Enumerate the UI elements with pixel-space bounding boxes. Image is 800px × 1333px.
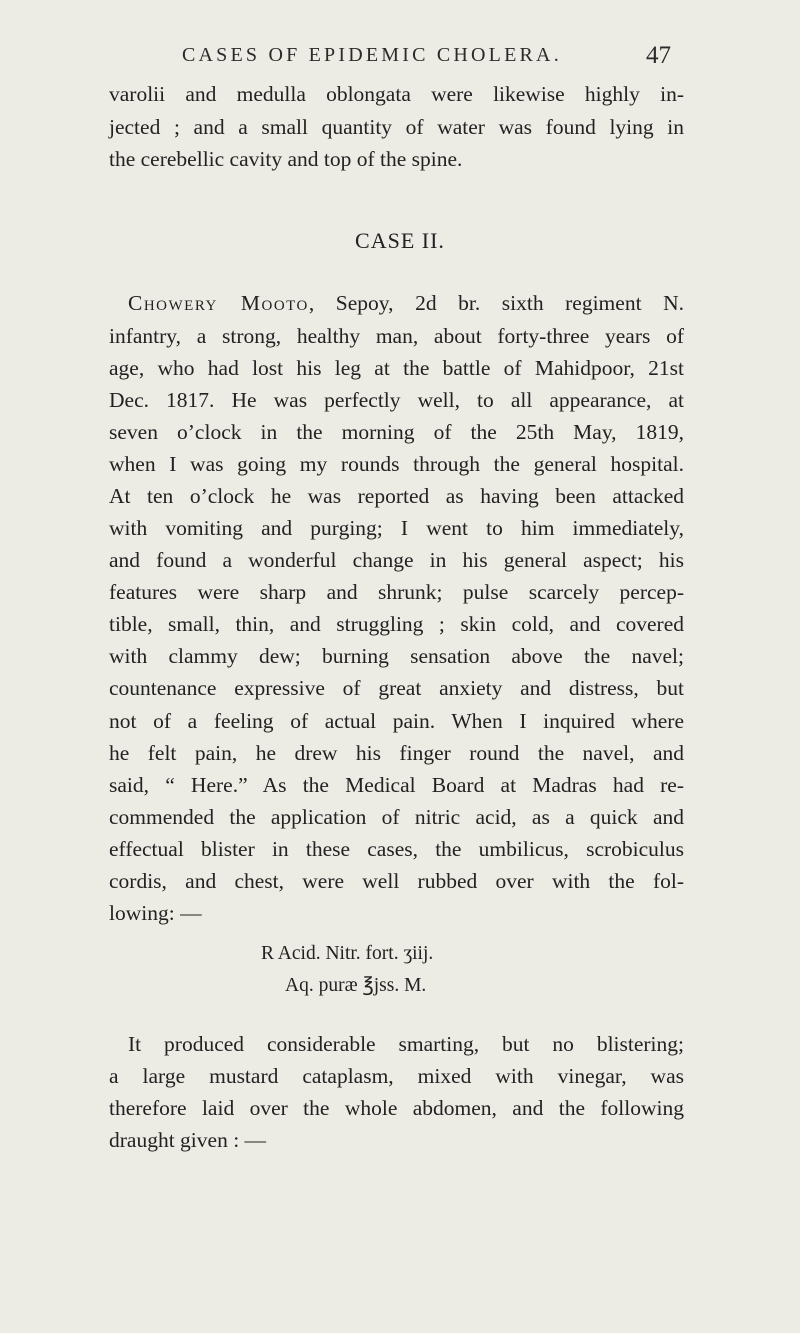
text-line: cordis, and chest, were well rubbed over with the fol- (109, 869, 684, 893)
text-line: he felt pain, he drew his finger round the navel, and (109, 741, 684, 765)
text-line: with clammy dew; burning sensation above the navel; (109, 644, 684, 668)
text-line: jected ; and a small quantity of water was found lying in (109, 115, 684, 139)
text-line: tible, small, thin, and struggling ; skin cold, and covered (109, 612, 684, 636)
running-head: CASES OF EPIDEMIC CHOLERA. (182, 44, 562, 66)
text-line: At ten o’clock he was reported as having been attacked (109, 484, 684, 508)
text-line: seven o’clock in the morning of the 25th May, 1819, (109, 420, 684, 444)
text-line: a large mustard cataplasm, mixed with vinegar, was (109, 1064, 684, 1088)
text-line: draught given : — (109, 1128, 267, 1152)
text-line: with vomiting and purging; I went to him immediately, (109, 516, 684, 540)
text-line: when I was going my rounds through the general hospital. (109, 452, 684, 476)
text-line: not of a feeling of actual pain. When I inquired where (109, 709, 684, 733)
text-line: the cerebellic cavity and top of the spine. (109, 147, 463, 171)
text-line: commended the application of nitric acid, as a quick and (109, 805, 684, 829)
text-line: lowing: — (109, 901, 202, 925)
prescription-line: Aq. puræ ℥jss. M. (285, 975, 427, 996)
text-line: said, “ Here.” As the Medical Board at Madras had re- (109, 773, 684, 797)
case-intro-line (128, 287, 684, 319)
case-heading: CASE II. (355, 228, 445, 253)
text-line: countenance expressive of great anxiety and distress, but (109, 676, 684, 700)
text-line: age, who had lost his leg at the battle of Mahidpoor, 21st (109, 356, 684, 380)
prescription-line: R Acid. Nitr. fort. ʒiij. (261, 943, 434, 964)
text-line: effectual blister in these cases, the umbilicus, scrobiculus (109, 837, 684, 861)
text-line: and found a wonderful change in his general aspect; his (109, 548, 684, 572)
text-line: infantry, a strong, healthy man, about forty-three years of (109, 324, 684, 348)
patient-name: Chowery Mooto (128, 291, 309, 315)
text-line: features were sharp and shrunk; pulse scarcely percep- (109, 580, 684, 604)
text-line: therefore laid over the whole abdomen, and the following (109, 1096, 684, 1120)
case-intro-rest: , Sepoy, 2d br. sixth regiment N. (308, 291, 684, 315)
text-line: It produced considerable smarting, but no blistering; (128, 1032, 684, 1056)
page-number: 47 (646, 42, 671, 69)
text-line: Dec. 1817. He was perfectly well, to all appearance, at (109, 388, 684, 412)
text-line: varolii and medulla oblongata were likewise highly in- (109, 82, 684, 106)
